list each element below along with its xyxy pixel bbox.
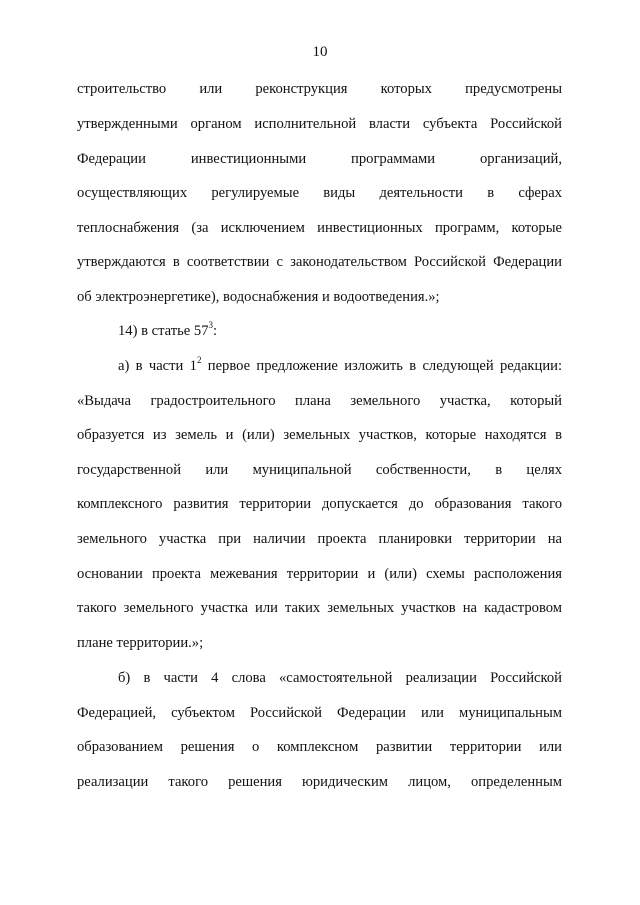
text-line: плане территории.»;	[77, 635, 204, 651]
sub-item-text: первое предложение изложить в следующей редакции:	[201, 358, 563, 374]
text-line: б) в части 4 слова «самостоятельной реализации Российской	[118, 670, 562, 686]
text-line: образованием решения о комплексном развитии территории или	[77, 739, 562, 755]
superscript: 3	[208, 320, 214, 331]
text-line: осуществляющих регулируемые виды деятельности в сферах	[77, 185, 562, 201]
text-line: строительство или реконструкция которых предусмотрены	[77, 81, 562, 97]
list-item-text: :	[213, 323, 218, 339]
page-number: 10	[312, 44, 328, 60]
superscript: 2	[196, 355, 202, 366]
text-line: государственной или муниципальной собственности, в целях	[77, 462, 562, 478]
text-line: образуется из земель и (или) земельных участков, которые находятся в	[77, 427, 562, 443]
text-line: земельного участка при наличии проекта планировки территории на	[77, 531, 562, 547]
text-line: основании проекта межевания территории и (или) схемы расположения	[77, 566, 562, 582]
text-line: утвержденными органом исполнительной власти субъекта Российской	[77, 116, 562, 132]
list-item-text: 14) в статье 57	[118, 323, 209, 339]
text-line: комплексного развития территории допускается до образования такого	[77, 496, 562, 512]
text-line: Федерации инвестиционными программами организаций,	[77, 151, 562, 167]
sub-item-heading	[118, 357, 562, 375]
list-item-heading	[118, 322, 562, 340]
text-line: утверждаются в соответствии с законодательством Российской Федерации	[77, 254, 562, 270]
sub-item-text: а) в части 1	[118, 358, 197, 374]
text-line: об электроэнергетике), водоснабжения и водоотведения.»;	[77, 289, 440, 305]
text-line: реализации такого решения юридическим лицом, определенным	[77, 774, 562, 790]
text-line: «Выдача градостроительного плана земельного участка, который	[77, 393, 562, 409]
text-line: Федерацией, субъектом Российской Федерации или муниципальным	[77, 705, 562, 721]
text-line: такого земельного участка или таких земельных участков на кадастровом	[77, 600, 562, 616]
text-line: теплоснабжения (за исключением инвестиционных программ, которые	[77, 220, 562, 236]
